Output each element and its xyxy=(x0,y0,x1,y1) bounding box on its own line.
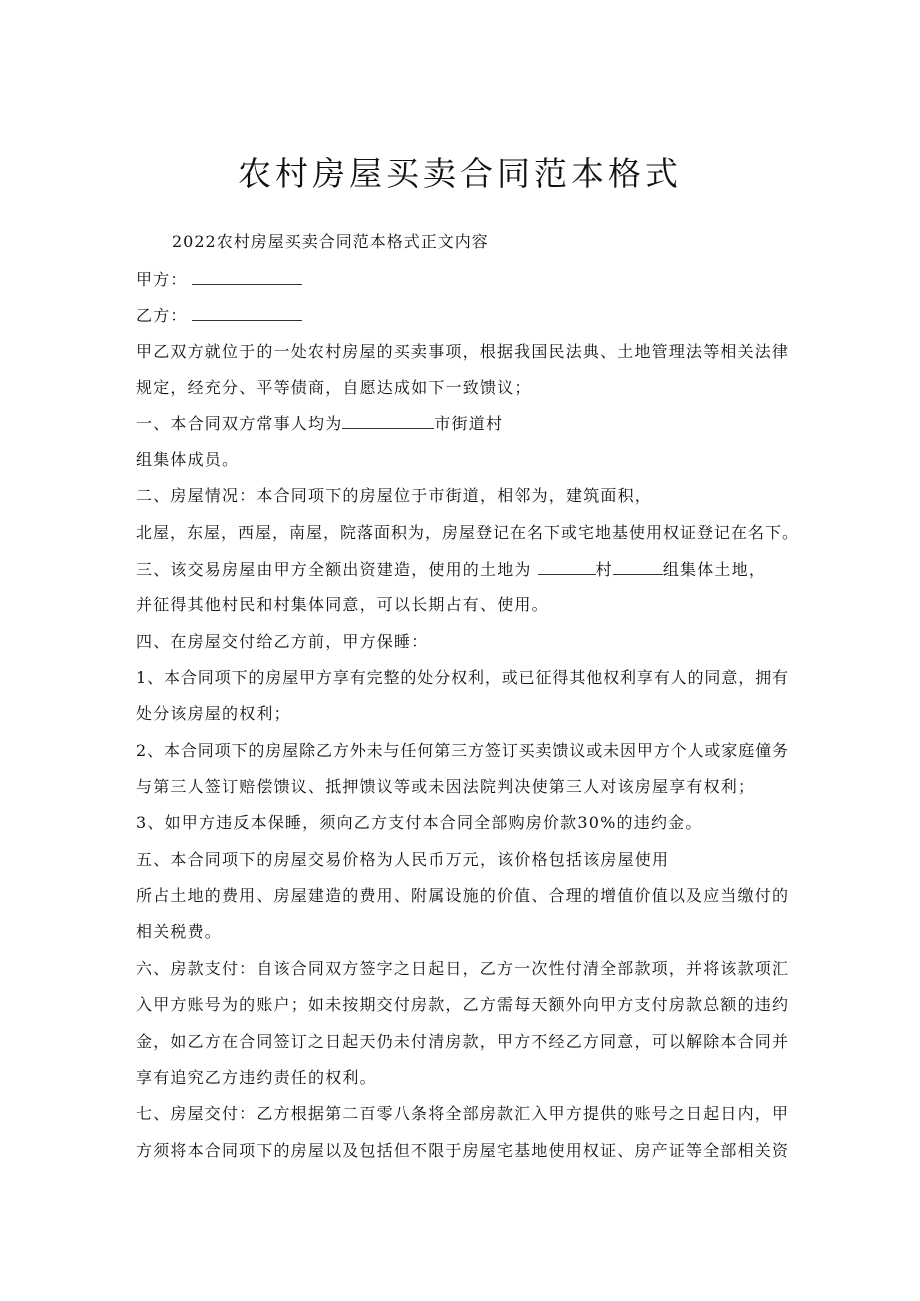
clause-7-line-2: 方须将本合同项下的房屋以及包括但不限于房屋宅基地使用权证、房产证等全部相关资 xyxy=(136,1141,788,1160)
clause-4-1-line-1: 1、本合同项下的房屋甲方享有完整的处分权利，或已征得其他权利享有人的同意，拥有 xyxy=(136,668,788,687)
document-title: 农村房屋买卖合同范本格式 xyxy=(238,154,682,193)
clause-4-2-line-1: 2、本合同项下的房屋除乙方外未与任何第三方签订买卖馈议或未因甲方个人或家庭僮务 xyxy=(136,741,788,760)
clause-4-1-line-2: 处分该房屋的权利； xyxy=(136,704,291,723)
clause-5-line-2: 所占土地的费用、房屋建造的费用、附属设施的价值、合理的增值价值以及应当缴付的 xyxy=(136,886,788,905)
clause-1-line-1 xyxy=(136,412,503,435)
clause-6-line-3: 金，如乙方在合同签订之日起天仍未付清房款，甲方不经乙方同意，可以解除本合同并 xyxy=(136,1032,788,1051)
clause-3-line-1 xyxy=(136,558,766,581)
clause-6-line-1: 六、房款支付：自该合同双方签字之日起日，乙方一次性付清全部款项，并将该款项汇 xyxy=(136,959,788,978)
party-a-label: 甲方： xyxy=(136,270,188,289)
clause-3-blank-group xyxy=(613,558,663,575)
clause-4-2-line-2: 与第三人签订赔偿馈议、抵押馈议等或未因法院判决使第三人对该房屋享有权利； xyxy=(136,777,756,796)
clause-6-line-2: 入甲方账号为的账户；如未按期交付房款，乙方需每天额外向甲方支付房款总额的违约 xyxy=(136,995,788,1014)
clause-2-line-2: 北屋，东屋，西屋，南屋，院落面积为，房屋登记在名下或宅地基使用权证登记在名下。 xyxy=(136,523,798,542)
clause-7-line-1: 七、房屋交付：乙方根据第二百零八条将全部房款汇入甲方提供的账号之日起日内，甲 xyxy=(136,1104,788,1123)
clause-5-line-3: 相关税费。 xyxy=(136,922,223,941)
party-a-blank xyxy=(192,268,302,285)
clause-3-line-2: 并征得其他村民和村集体同意，可以长期占有、使用。 xyxy=(136,595,549,614)
party-b-blank xyxy=(192,304,302,321)
clause-1-text-b: 市街道村 xyxy=(434,414,504,433)
clause-4-heading: 四、在房屋交付给乙方前，甲方保睡： xyxy=(136,632,429,651)
clause-1-line-2: 组集体成员。 xyxy=(136,450,240,469)
clause-3-text-a: 三、该交易房屋由甲方全额出资建造，使用的土地为 xyxy=(136,560,532,579)
clause-3-text-b: 村 xyxy=(595,560,613,579)
clause-1-text-a: 一、本合同双方常事人均为 xyxy=(136,414,343,433)
intro-line-2: 规定，经充分、平等债商，自愿达成如下一致馈议； xyxy=(136,378,532,397)
subtitle: 2022农村房屋买卖合同范本格式正文内容 xyxy=(172,232,489,251)
clause-3-blank-village xyxy=(538,558,596,575)
intro-line-1: 甲乙双方就位于的一处农村房屋的买卖事项，根据我国民法典、土地管理法等相关法律 xyxy=(136,342,788,361)
clause-4-3: 3、如甲方违反本保睡，须向乙方支付本合同全部购房价款30%的违约金。 xyxy=(136,813,703,832)
clause-2-line-1: 二、房屋情况：本合同项下的房屋位于市街道，相邻为，建筑面积， xyxy=(136,486,653,505)
party-a-line xyxy=(136,268,302,291)
party-b-label: 乙方： xyxy=(136,306,188,325)
clause-3-text-c: 组集体土地， xyxy=(662,560,767,579)
clause-6-line-4: 享有追究乙方违约责任的权利。 xyxy=(136,1068,377,1087)
clause-5-line-1: 五、本合同项下的房屋交易价格为人民币万元，该价格包括该房屋使用 xyxy=(136,850,670,869)
party-b-line xyxy=(136,304,302,327)
clause-1-blank xyxy=(342,412,434,429)
